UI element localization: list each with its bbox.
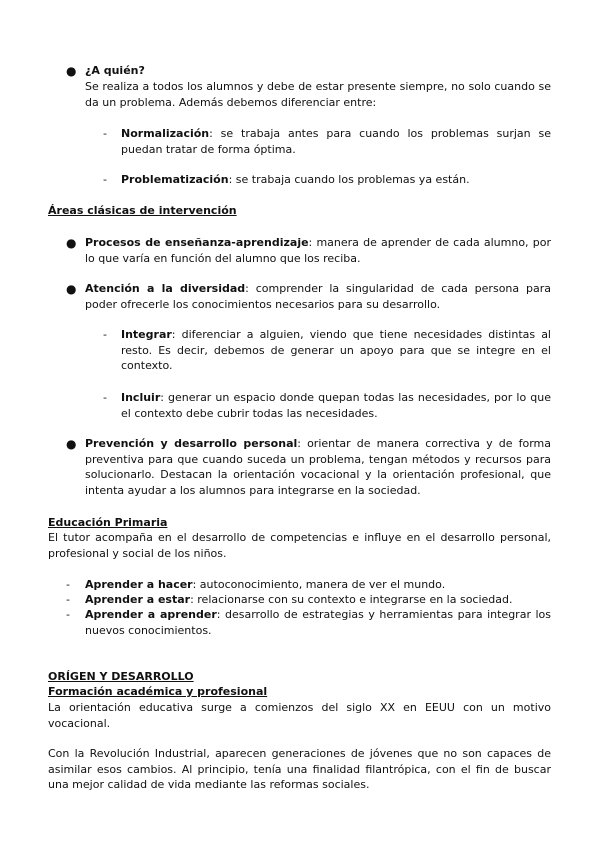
list-item: [121, 172, 551, 188]
a-quien-body: Se realiza a todos los alumnos y debe de estar presente siempre, no solo cuando se da un problema. Además debemos diferenciar entre:: [85, 80, 551, 109]
item-term: Aprender a hacer: [85, 578, 193, 591]
origen-subheading: Formación académica y profesional: [48, 685, 268, 698]
section-title: [85, 63, 551, 79]
list-item: [121, 327, 551, 374]
item-text: : se trabaja antes para cuando los problemas surjan se puedan tratar de forma óptima.: [121, 127, 551, 156]
origen-paragraph-1: La orientación educativa surge a comienzos del siglo XX en EEUU con un motivo vocacional.: [48, 701, 551, 730]
dash-icon: -: [66, 608, 70, 621]
list-item: [85, 577, 551, 593]
item-term: Integrar: [121, 328, 172, 341]
item-text: : manera de aprender de cada alumno, por lo que varía en función del alumno que los reciba.: [85, 236, 551, 265]
bullet-icon: ●: [66, 64, 77, 78]
item-term: Prevención y desarrollo personal: [85, 437, 298, 450]
item-text: : autoconocimiento, manera de ver el mundo.: [192, 578, 446, 591]
origen-paragraph-2: Con la Revolución Industrial, aparecen generaciones de jóvenes que no son capaces de asimilar esos cambios. Al principio, tenía una finalidad filantrópica, con el fin de buscar una mejor calidad de vida mediante las reformas sociales.: [48, 747, 551, 791]
item-term: Incluir: [121, 391, 161, 404]
primaria-heading: Educación Primaria: [48, 516, 168, 529]
item-term: Aprender a estar: [85, 593, 191, 606]
dash-icon: -: [103, 127, 107, 140]
item-text: : relacionarse con su contexto e integrarse en la sociedad.: [190, 593, 513, 606]
list-item: [85, 235, 551, 266]
dash-icon: -: [66, 593, 70, 606]
list-item: [121, 126, 551, 157]
list-item: [85, 607, 551, 638]
list-item: [85, 436, 551, 498]
item-text: : comprender la singularidad de cada persona para poder ofrecerle los conocimientos necesarios para su desarrollo.: [85, 282, 551, 311]
dash-icon: -: [103, 391, 107, 404]
primaria-body: El tutor acompaña en el desarrollo de competencias e influye en el desarrollo personal, profesional y social de los niños.: [48, 531, 551, 560]
item-text: : diferenciar a alguien, viendo que tiene necesidades distintas al resto. Es decir, debemos de generar un apoyo para que se integre en el contexto.: [121, 328, 551, 372]
list-item: [121, 390, 551, 421]
list-item: [85, 281, 551, 312]
item-term: Procesos de enseñanza-aprendizaje: [85, 236, 309, 249]
item-text: : orientar de manera correctiva y de forma preventiva para que cuando suceda un problema, tengan métodos y recursos para solucionarlo. Destacan la orientación vocacional y la orientación profesional, que intenta ayudar a los alumnos para integrarse en la sociedad.: [85, 437, 551, 497]
areas-heading: Áreas clásicas de intervención: [48, 204, 237, 217]
item-term: Problematización: [121, 173, 229, 186]
item-text: : generar un espacio donde quepan todas las necesidades, por lo que el contexto debe cubrir todas las necesidades.: [121, 391, 551, 420]
list-item: [85, 592, 551, 608]
origen-heading: ORÍGEN Y DESARROLLO: [48, 670, 194, 683]
dash-icon: -: [103, 173, 107, 186]
bullet-icon: ●: [66, 437, 77, 451]
item-text: : desarrollo de estrategias y herramientas para integrar los nuevos conocimientos.: [85, 608, 552, 637]
item-term: Aprender a aprender: [85, 608, 217, 621]
item-text: : se trabaja cuando los problemas ya están.: [228, 173, 470, 186]
bullet-icon: ●: [66, 282, 77, 296]
bullet-icon: ●: [66, 236, 77, 250]
a-quien-title: ¿A quién?: [85, 64, 145, 77]
item-term: Atención a la diversidad: [85, 282, 246, 295]
dash-icon: -: [103, 328, 107, 341]
item-term: Normalización: [121, 127, 210, 140]
dash-icon: -: [66, 578, 70, 591]
